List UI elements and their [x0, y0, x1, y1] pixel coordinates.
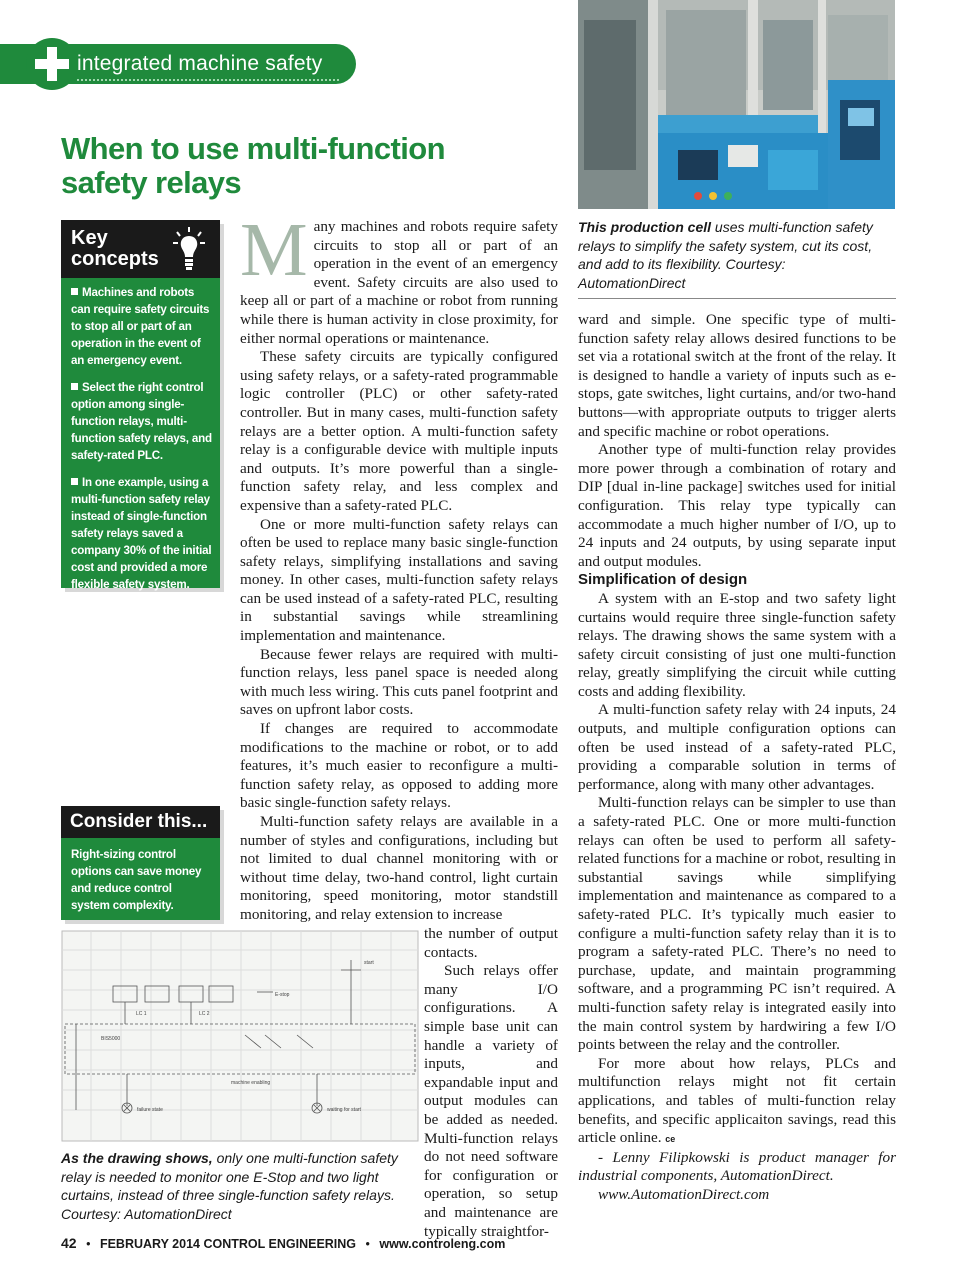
- diagram-label-lc1: LC 1: [136, 1011, 147, 1017]
- end-mark: ce: [665, 1134, 676, 1145]
- production-cell-photo: [578, 0, 895, 209]
- consider-this-box: [61, 806, 220, 920]
- paragraph: If changes are required to accommodate modifications to the machine or robot, or to add features, it’s much easier to reconfigure a multi-function safety relay, as opposed to adding more basic single-function safety relays.: [240, 720, 558, 812]
- paragraph: Multi-function safety relays are available in a number of styles and configurations, including but not limited to dual channel monitoring with or without time delay, two-hand control, light curtain monitoring, speed monitoring, motor standstill monitoring, and relay extension to increase: [240, 813, 558, 923]
- paragraph: These safety circuits are typically configured using safety relays, or a safety-rated programmable logic controller (PLC) or other safety-rated controller. But in many cases, multi-function safety relays are a better option. A multi-function safety relay is a configurable device with multiple inputs and outputs. It’s more powerful than a single-function safety relay, and less complex and expensive than a safety-rated PLC.: [240, 348, 558, 514]
- diagram-caption: As the drawing shows, only one multi-function safety relay is needed to monitor one E-Stop and two light curtains, instead of three single-function safety relays. Courtesy: AutomationDirect: [61, 1150, 398, 1222]
- diagram-label-relay: BIS5000: [101, 1036, 121, 1042]
- key-concepts-list: [61, 278, 220, 593]
- list-item: Machines and robots can require safety circuits to stop all or part of an operation in the event of an emergency event.: [71, 286, 210, 367]
- diagram-label-lc2: LC 2: [199, 1011, 210, 1017]
- key-concepts-header: [61, 220, 220, 278]
- article-column-narrow: [424, 925, 558, 1241]
- author-signature: - Lenny Filipkowski is product manager for industrial components, AutomationDirect.: [578, 1148, 896, 1185]
- article-column-middle: [240, 208, 558, 925]
- author-url: www.AutomationDirect.com: [598, 1185, 770, 1203]
- bullet-square-icon: [71, 478, 78, 485]
- plus-icon: [26, 38, 78, 90]
- paragraph: the number of output contacts.: [424, 925, 558, 961]
- key-concepts-title: Key concepts: [71, 227, 159, 270]
- paragraph: Such relays offer many I/O configurations. A simple base unit can handle a variety of inputs, and expandable input and output modules can be added as needed. Multi-function relays do not need software for configuration or operation, so setup and maintenance are typically straightfor-: [424, 962, 558, 1240]
- issue-date: FEBRUARY 2014: [99, 1237, 200, 1251]
- diagram-label-enabling: machine enabling: [231, 1080, 271, 1086]
- key-concepts-box: [61, 220, 220, 591]
- photo-image: [578, 0, 895, 209]
- caption-divider: [578, 298, 896, 299]
- article-column-right: [578, 311, 896, 1205]
- paragraph: Multi-function relays can be simpler to use than a safety-rated PLC. One or more multi-function relays can often be used to perform all safety-related functions for a machine or robot, resulting in substantial savings while simplifying implementation and maintenance as compared to a safety-rated PLC. It’s typically much easier to configure a multi-function safety relay than it is to program a safety-rated PLC. There’s no need to purchase, update, and maintain programming software, and a programming PC isn’t required. A multi-function safety relay is integrated easily into the main control system by hardwiring a few I/O points between the relay and the controller.: [578, 794, 896, 1054]
- subheading: Simplification of design: [578, 571, 748, 589]
- paragraph: A system with an E-stop and two safety light curtains would require three single-function safety relays. The drawing shows the same system with a safety circuit consisting of just one multi-function relay, greatly simplifying the circuit while cutting costs and adding flexibility.: [578, 589, 896, 700]
- paragraph: Another type of multi-function relay provides more power through a combination of rotary and DIP [dual in-line package] switches used for initial configuration. This relay type typically can accommodate a much higher number of I/O, up to 24 inputs and 24 outputs, by using separate input and output modules.: [578, 441, 896, 570]
- section-tag-label: integrated machine safety: [77, 52, 323, 75]
- paragraph: Many machines and robots require safety circuits to stop all or part of an operation in the event of an emergency event. Safety circuits are also used to keep all or part of a machine or robot from running while there is human activity in close proximity, for either normal operations or maintenance.: [240, 208, 558, 347]
- lightbulb-icon: [172, 226, 206, 272]
- consider-this-text: Right-sizing control options can save money and reduce control system complexity.: [71, 848, 202, 912]
- list-item: In one example, using a multi-function safety relay instead of single-function safety relays saved a company 30% of the initial cost and provided a more flexible safety system.: [71, 476, 212, 591]
- photo-caption: This production cell uses multi-function safety relays to simplify the safety system, cut its cost, and add to its flexibility. Courtesy: AutomationDirect: [578, 219, 873, 291]
- dropcap: M: [240, 208, 308, 292]
- bullet-separator: •: [86, 1237, 91, 1251]
- paragraph: One or more multi-function safety relays can often be used to replace many basic single-function safety relays, simplifying installations and saving money. In other cases, multi-function safety relays can be used instead of a safety-rated PLC, resulting in substantial savings while streamlining implementation and maintenance.: [240, 515, 558, 645]
- paragraph: Because fewer relays are required with multi-function relays, less panel space is needed along with much less wiring. This cuts panel footprint and saves on upfront labor costs.: [240, 645, 558, 719]
- page-number: 42: [61, 1235, 77, 1251]
- consider-this-title: Consider this...: [61, 806, 220, 838]
- website: www.controleng.com: [379, 1237, 506, 1251]
- circuit-diagram: [61, 930, 419, 1142]
- diagram-label-failure: failure state: [137, 1107, 163, 1113]
- bullet-separator: •: [365, 1237, 370, 1251]
- paragraph: ward and simple. One specific type of multi-function safety relay allows desired functions to be set via a rotational switch at the front of the relay. It is designed to handle a variety of inputs such as e-stops, gate switches, light curtains, and/or two-hand buttons—with appropriate outputs to trigger alerts and specific machine or robot operations.: [578, 311, 896, 440]
- diagram-label-start: start: [364, 960, 374, 966]
- page-title: When to use multi-function safety relays: [61, 131, 445, 200]
- page-footer: [61, 1235, 505, 1251]
- list-item: Select the right control option among single-function relays, multi-function safety relays, and safety-rated PLC.: [71, 381, 212, 462]
- magazine-name: CONTROL ENGINEERING: [203, 1237, 357, 1251]
- diagram-label-estop: E-stop: [275, 992, 290, 998]
- paragraph: For more about how relays, PLCs and multifunction relays might not fit certain applications, and tables of multi-function relay benefits, and specific applicaiton savings, read this article online. ce: [578, 1054, 896, 1147]
- bullet-square-icon: [71, 383, 78, 390]
- tag-divider: [77, 79, 339, 81]
- paragraph: A multi-function safety relay with 24 inputs, 24 outputs, and multiple configuration options can often be used instead of a safety-rated PLC, providing a comparable solution in terms of performance, along with many other advantages.: [578, 701, 896, 793]
- bullet-square-icon: [71, 288, 78, 295]
- diagram-label-waiting: waiting for start: [327, 1107, 361, 1113]
